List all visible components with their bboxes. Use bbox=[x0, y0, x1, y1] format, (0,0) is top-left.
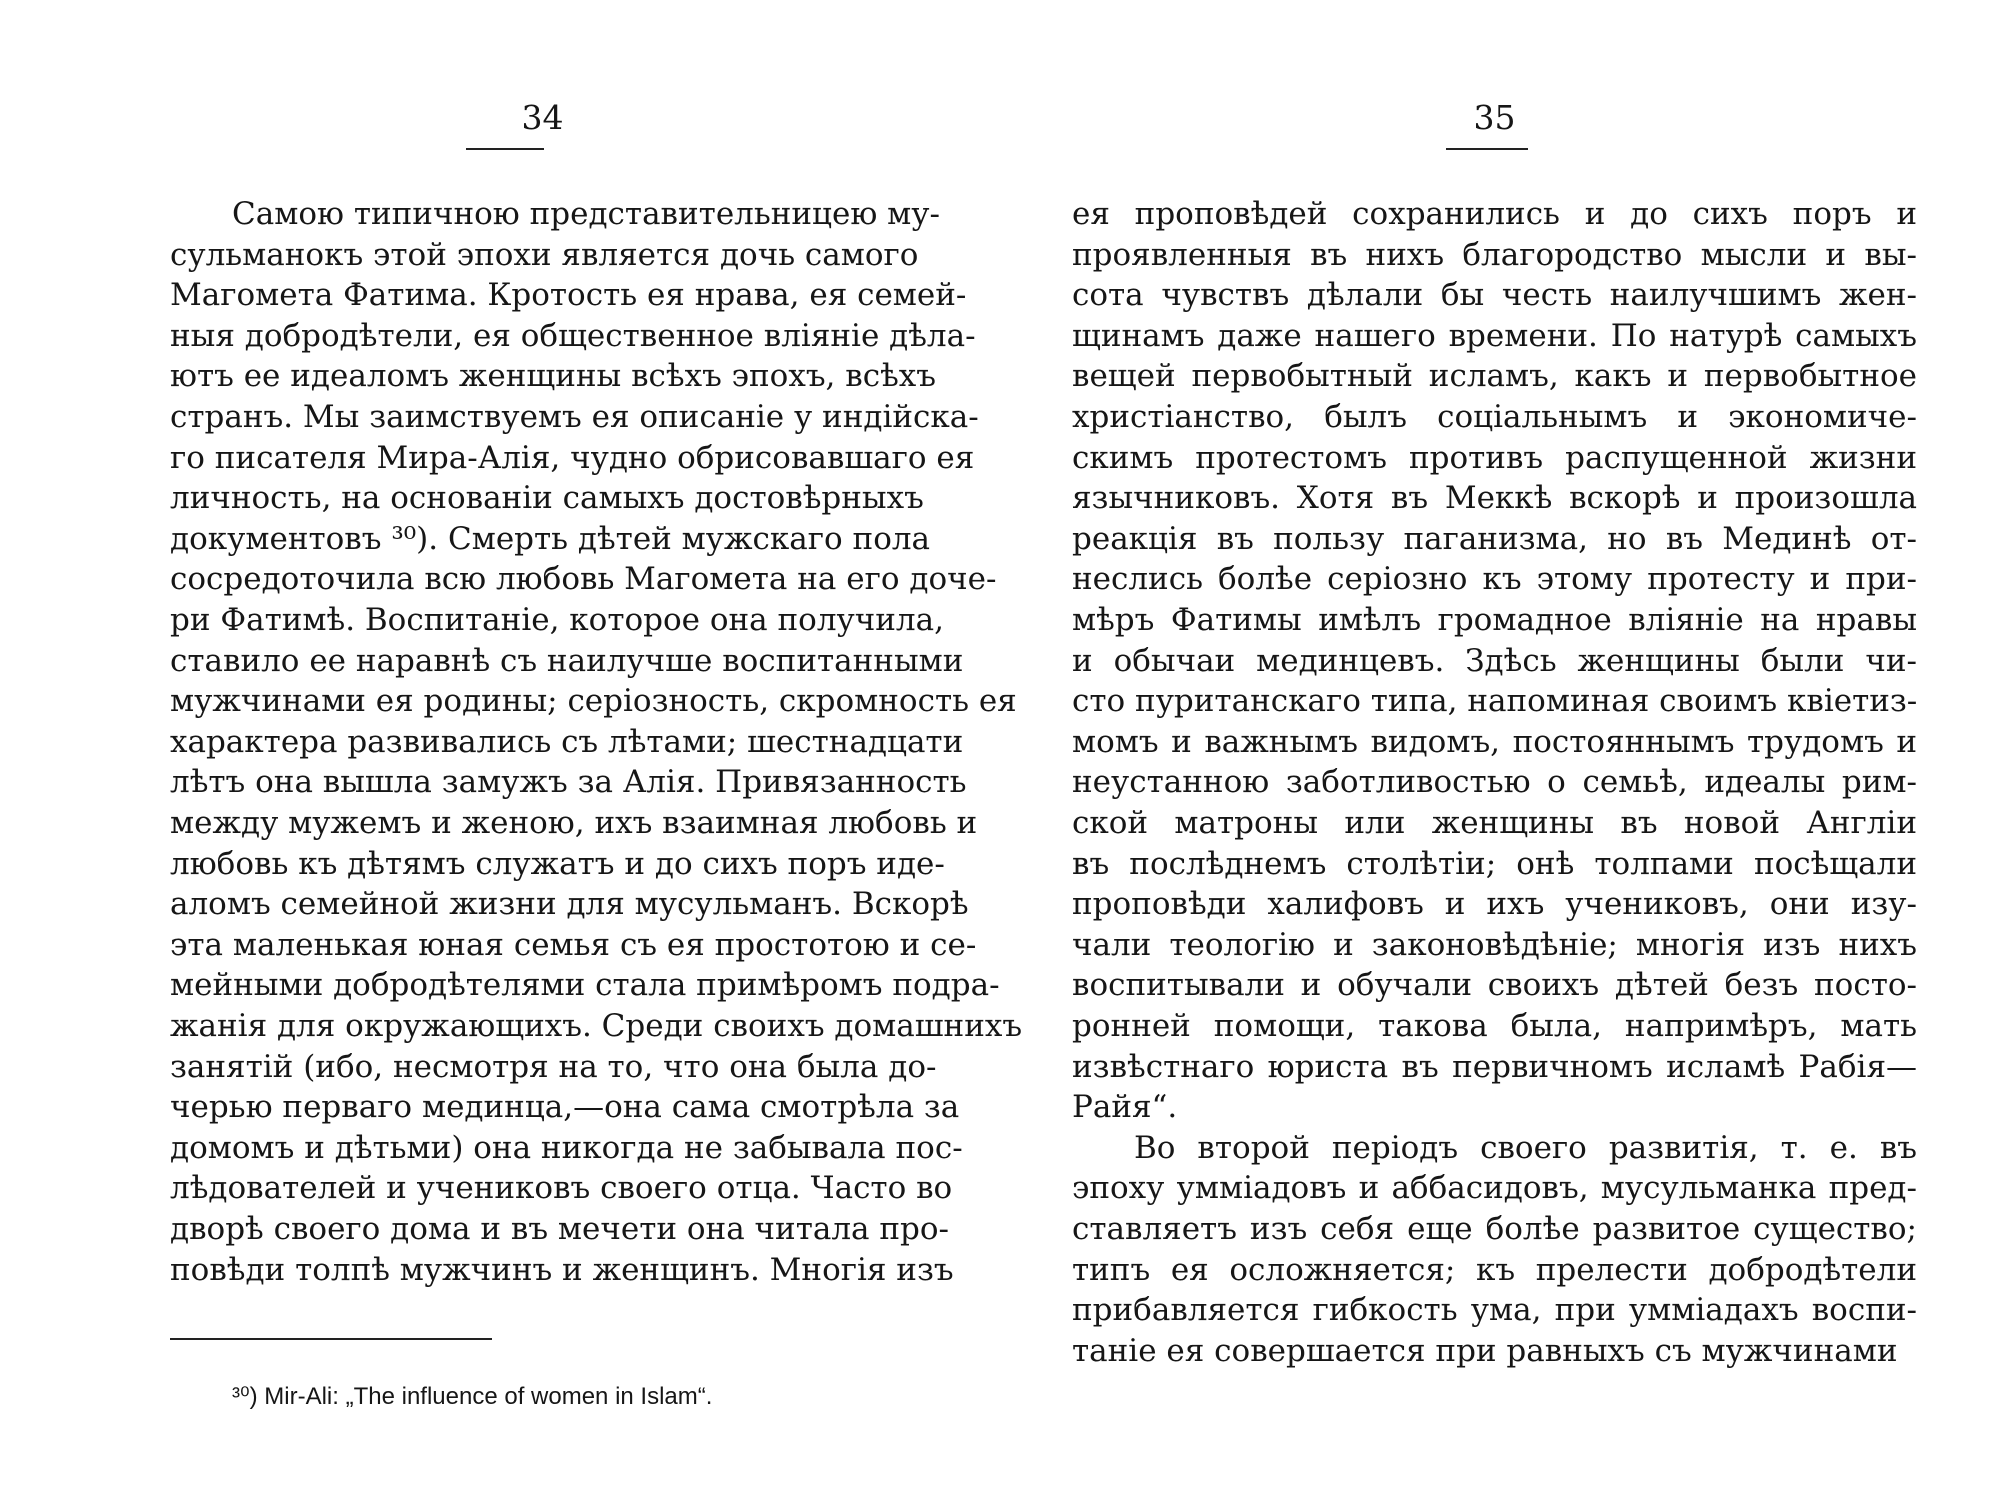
text-line: ской матроны или женщины въ новой Англіи bbox=[1072, 805, 1917, 841]
text-line: ставило ее наравнѣ съ наилучше воспитанными bbox=[170, 642, 964, 679]
footnote-rule bbox=[170, 1338, 492, 1340]
text-line: вещей первобытный исламъ, какъ и первобытное bbox=[1072, 358, 1917, 395]
text-line: типъ ея осложняется; къ прелести добродѣтели bbox=[1072, 1251, 1917, 1288]
text-line: сульманокъ этой эпохи является дочь самого bbox=[170, 236, 919, 273]
text-line: ютъ ее идеаломъ женщины всѣхъ эпохъ, всѣхъ bbox=[170, 358, 936, 395]
text-line: ри Фатимѣ. Воспитаніе, которое она получила, bbox=[170, 602, 944, 638]
text-line: ставляетъ изъ себя еще болѣе развитое существо; bbox=[1072, 1211, 1917, 1247]
text-line: Магомета Фатима. Кротость ея нрава, ея семей- bbox=[170, 277, 967, 314]
text-line: чали теологію и законовѣдѣніе; многія изъ нихъ bbox=[1072, 926, 1917, 963]
text-line: лѣтъ она вышла замужъ за Алія. Привязанность bbox=[170, 764, 967, 801]
text-line: проявленныя въ нихъ благородство мысли и вы- bbox=[1072, 236, 1917, 273]
text-line: странъ. Мы заимствуемъ ея описаніе у индійска- bbox=[170, 399, 979, 435]
text-line: лѣдователей и учениковъ своего отца. Часто во bbox=[170, 1170, 953, 1207]
page-number-left: 34 bbox=[521, 98, 564, 137]
text-line: повѣди толпѣ мужчинъ и женщинъ. Многія изъ bbox=[170, 1251, 954, 1288]
text-line: Райя“. bbox=[1072, 1089, 1178, 1126]
page-number-rule-left bbox=[466, 148, 544, 150]
text-line: го писателя Мира-Алія, чудно обрисовавшаго ея bbox=[170, 439, 975, 476]
page-number-right: 35 bbox=[1473, 98, 1516, 137]
text-line: ронней помощи, такова была, напримѣръ, мать bbox=[1072, 1008, 1917, 1044]
text-line: воспитывали и обучали своихъ дѣтей безъ посто- bbox=[1072, 967, 1917, 1004]
text-line: извѣстнаго юриста въ первичномъ исламѣ Рабія— bbox=[1072, 1048, 1917, 1085]
text-line: дворѣ своего дома и въ мечети она читала про- bbox=[170, 1211, 950, 1247]
text-line: аломъ семейной жизни для мусульманъ. Вскорѣ bbox=[170, 886, 969, 923]
text-line: черью перваго мединца,—она сама смотрѣла за bbox=[170, 1089, 960, 1126]
text-line: мейными добродѣтелями стала примѣромъ подра- bbox=[170, 967, 1000, 1004]
text-line: таніе ея совершается при равныхъ съ мужчинами bbox=[1072, 1332, 1898, 1369]
text-line: сота чувствъ дѣлали бы честь наилучшимъ жен- bbox=[1072, 277, 1917, 314]
page-number-rule-right bbox=[1446, 148, 1528, 150]
text-line: реакція въ пользу паганизма, но въ Мединѣ от- bbox=[1072, 520, 1917, 557]
text-line: неслись болѣе серіозно къ этому протесту и при- bbox=[1072, 561, 1917, 598]
text-line: прибавляется гибкость ума, при уммiадахъ воспи- bbox=[1072, 1292, 1917, 1329]
text-line: характера развивались съ лѣтами; шестнадцати bbox=[170, 723, 964, 760]
text-line: момъ и важнымъ видомъ, постояннымъ трудомъ и bbox=[1072, 723, 1917, 760]
text-line: сто пуританскаго типа, напоминая своимъ квіетиз- bbox=[1072, 683, 1918, 720]
text-line: въ послѣднемъ столѣтіи; онѣ толпами посѣщали bbox=[1072, 845, 1917, 882]
text-line: скимъ протестомъ противъ распущенной жизни bbox=[1072, 439, 1917, 476]
text-line: мѣръ Фатимы имѣлъ громадное вліяніе на нравы bbox=[1072, 602, 1917, 638]
text-line: сосредоточила всю любовь Магомета на его доче- bbox=[170, 561, 997, 598]
text-line: мужчинами ея родины; серіозность, скромность ея bbox=[170, 683, 1017, 720]
text-line: христіанство, былъ соціальнымъ и экономиче- bbox=[1072, 399, 1917, 435]
text-line: и обычаи мединцевъ. Здѣсь женщины были чи- bbox=[1072, 642, 1917, 679]
text-line: ныя добродѣтели, ея общественное вліяніе дѣла- bbox=[170, 317, 976, 354]
text-line: любовь къ дѣтямъ служатъ и до сихъ поръ иде- bbox=[170, 845, 945, 882]
text-line: Во второй періодъ своего развитія, т. е. въ bbox=[1134, 1129, 1917, 1166]
text-line: домомъ и дѣтьми) она никогда не забывала пос- bbox=[170, 1129, 963, 1166]
text-line: Самою типичною представительницею му- bbox=[232, 196, 941, 232]
text-line: эпоху уммiадовъ и аббасидовъ, мусульманка пред- bbox=[1072, 1170, 1917, 1207]
text-line: щинамъ даже нашего времени. По натурѣ самыхъ bbox=[1072, 317, 1917, 354]
right-page bbox=[1072, 0, 1917, 1510]
text-line: ея проповѣдей сохранились и до сихъ поръ и bbox=[1072, 196, 1917, 232]
text-line: жанія для окружающихъ. Среди своихъ домашнихъ bbox=[170, 1008, 1023, 1044]
left-page bbox=[170, 0, 1023, 1510]
text-line: эта маленькая юная семья съ ея простотою и се- bbox=[170, 926, 977, 963]
text-line: между мужемъ и женою, ихъ взаимная любовь и bbox=[170, 805, 978, 841]
text-line: язычниковъ. Хотя въ Меккѣ вскорѣ и произошла bbox=[1072, 480, 1917, 517]
text-line: занятій (ибо, несмотря на то, что она была до- bbox=[170, 1048, 937, 1085]
footnote: ³⁰) Mir-Ali: „The influence of women in Islam“. bbox=[232, 1383, 713, 1410]
text-line: неустанною заботливостью о семьѣ, идеалы рим- bbox=[1072, 764, 1917, 801]
text-line: проповѣди халифовъ и ихъ учениковъ, они изу- bbox=[1072, 886, 1917, 923]
text-line: документовъ ³⁰). Смерть дѣтей мужскаго пола bbox=[170, 520, 931, 557]
text-line: личность, на основаніи самыхъ достовѣрныхъ bbox=[170, 480, 924, 517]
